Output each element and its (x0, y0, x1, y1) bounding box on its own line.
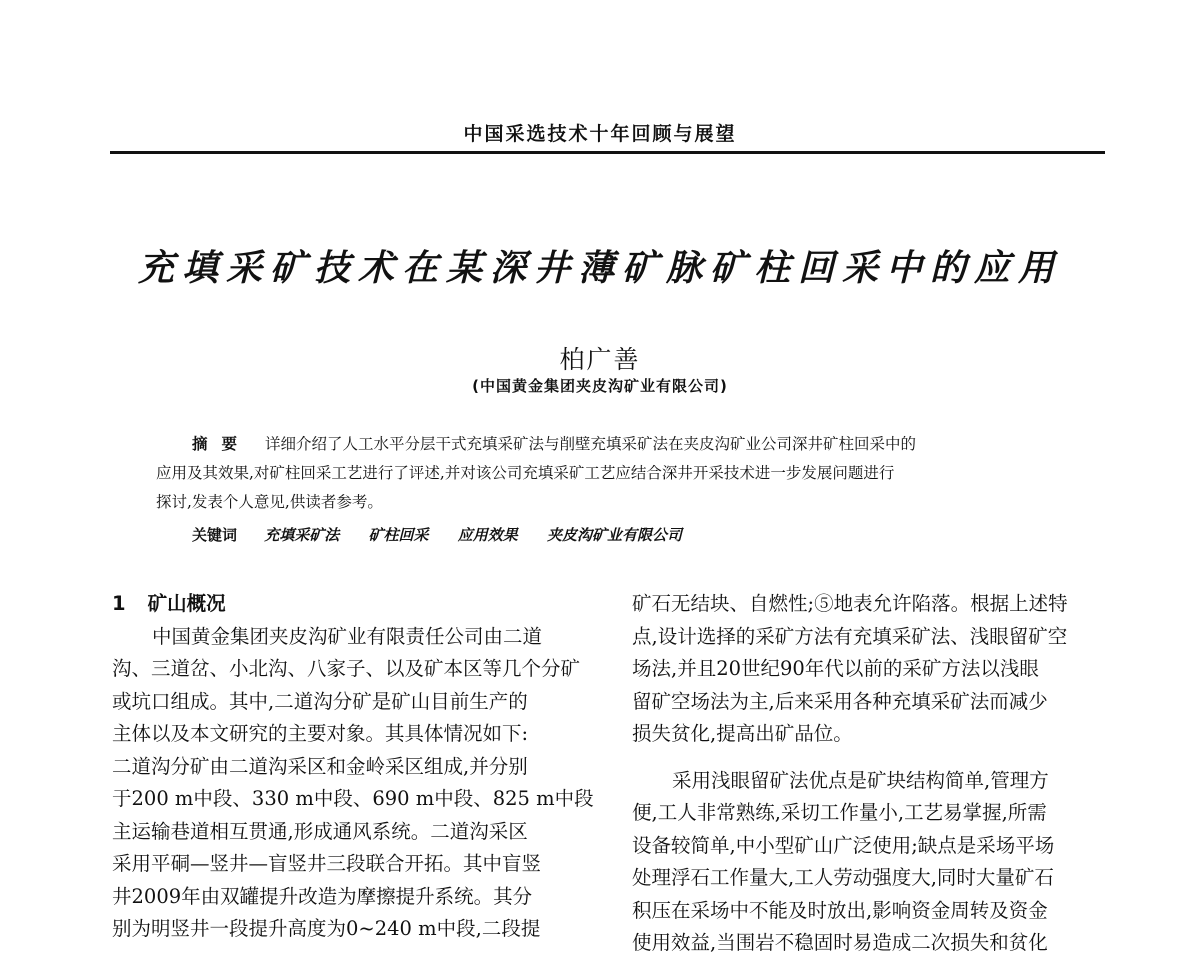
abstract (156, 430, 1066, 517)
keyword: 应用效果 (457, 526, 518, 544)
body-line: 中国黄金集团夹皮沟矿业有限责任公司由二道 (152, 624, 543, 648)
abstract-label: 摘要 (192, 435, 252, 453)
keyword: 矿柱回采 (368, 526, 429, 544)
left-column (112, 588, 592, 946)
body-line: 主运输巷道相互贯通,形成通风系统。二道沟采区 (112, 819, 528, 843)
body-line: 二道沟分矿由二道沟采区和金岭采区组成,并分别 (112, 754, 528, 778)
body-line: 使用效益,当围岩不稳固时易造成二次损失和贫化 (632, 931, 1048, 954)
section-title: 矿山概况 (147, 592, 226, 615)
running-header: 中国采选技术十年回顾与展望 (463, 123, 737, 145)
body-line: 点,设计选择的采矿方法有充填采矿法、浅眼留矿空 (632, 624, 1068, 648)
body-line: 井2009年由双罐提升改造为摩擦提升系统。其分 (112, 884, 533, 908)
body-line: 损失贫化,提高出矿品位。 (632, 722, 853, 745)
body-line: 留矿空场法为主,后来采用各种充填采矿法而减少 (632, 689, 1048, 713)
keyword: 夹皮沟矿业有限公司 (547, 526, 683, 544)
body-line: 采用浅眼留矿法优点是矿块结构简单,管理方 (672, 768, 1049, 792)
body-line: 沟、三道岔、小北沟、八家子、以及矿本区等几个分矿 (112, 657, 581, 680)
body-line: 积压在采场中不能及时放出,影响资金周转及资金 (632, 898, 1048, 922)
right-column (632, 588, 1112, 960)
section-number: 1 (112, 592, 126, 615)
body-line: 采用平硐—竖井—盲竖井三段联合开拓。其中盲竖 (112, 852, 542, 875)
header-rule (110, 151, 1105, 154)
author-affiliation: (中国黄金集团夹皮沟矿业有限公司) (472, 377, 728, 395)
keyword: 充填采矿法 (264, 526, 340, 544)
body-line: 处理浮石工作量大,工人劳动强度大,同时大量矿石 (632, 866, 1054, 889)
abstract-line: 探讨,发表个人意见,供读者参考。 (156, 493, 383, 511)
body-line: 场法,并且20世纪90年代以前的采矿方法以浅眼 (632, 657, 1039, 680)
keywords-label: 关键词 (192, 526, 238, 544)
body-line: 于200 m中段、330 m中段、690 m中段、825 m中段 (112, 787, 594, 810)
body-line: 主体以及本文研究的主要对象。其具体情况如下: (112, 722, 529, 745)
abstract-line: 摘要 详细介绍了人工水平分层干式充填采矿法与削壁充填采矿法在夹皮沟矿业公司深井矿柱回采中的 (192, 435, 917, 453)
abstract-line: 应用及其效果,对矿柱回采工艺进行了评述,并对该公司充填采矿工艺应结合深井开采技术进一步发展问题进行 (156, 464, 895, 482)
section-heading (112, 588, 592, 621)
author-name: 柏广善 (559, 345, 641, 374)
body-line: 矿石无结块、自燃性;⑤地表允许陷落。根据上述特 (632, 592, 1068, 615)
body-line: 设备较简单,中小型矿山广泛使用;缺点是采场平场 (632, 833, 1055, 857)
body-line: 或坑口组成。其中,二道沟分矿是矿山目前生产的 (112, 689, 528, 713)
body-line: 便,工人非常熟练,采切工作量小,工艺易掌握,所需 (632, 801, 1047, 824)
body-line: 别为明竖井一段提升高度为0~240 m中段,二段提 (112, 917, 541, 940)
keywords (192, 524, 706, 545)
paper-title: 充填采矿技术在某深井薄矿脉矿柱回采中的应用 (137, 248, 1062, 289)
